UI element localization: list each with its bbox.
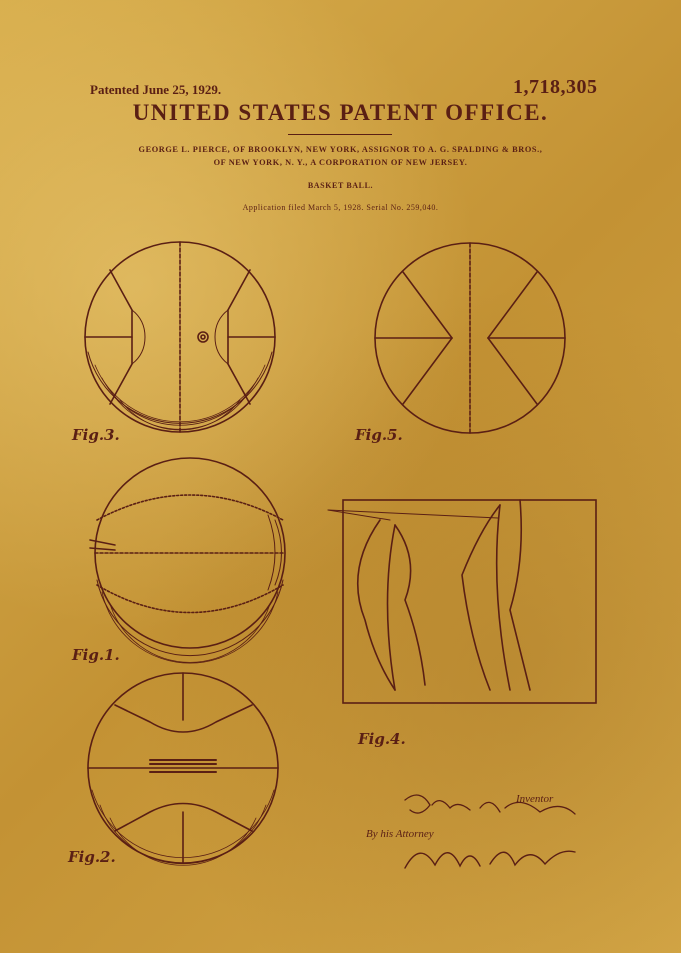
patent-subject: BASKET BALL.: [307, 181, 374, 190]
application-line: Application filed March 5, 1928. Serial No. 259,040.: [242, 203, 439, 212]
patent-date: Patented June 25, 1929.: [90, 82, 222, 97]
figure-1-label: Fig.1.: [72, 646, 120, 664]
figure-3-label: Fig.3.: [72, 426, 120, 444]
inventor-line-1: GEORGE L. PIERCE, OF BROOKLYN, NEW YORK, ASSIGNOR TO A. G. SPALDING & BROS.,: [138, 145, 543, 154]
figure-3-drawing: [85, 242, 275, 432]
figure-5-label: Fig.5.: [355, 426, 403, 444]
inventor-caption: Inventor: [516, 793, 554, 805]
attorney-caption: By his Attorney: [366, 828, 434, 840]
inventor-line-2: OF NEW YORK, N. Y., A CORPORATION OF NEW JERSEY.: [213, 158, 468, 167]
figure-2-label: Fig.2.: [68, 848, 116, 866]
figure-5-drawing: [375, 243, 565, 433]
attorney-signature: [405, 851, 575, 868]
figure-4-label: Fig.4.: [358, 730, 406, 748]
patent-office-title: UNITED STATES PATENT OFFICE.: [132, 100, 549, 125]
figure-4-drawing: [328, 500, 596, 703]
figure-1-drawing: [90, 458, 285, 663]
figure-2-drawing: [88, 673, 278, 865]
patent-number: 1,718,305: [513, 76, 598, 98]
